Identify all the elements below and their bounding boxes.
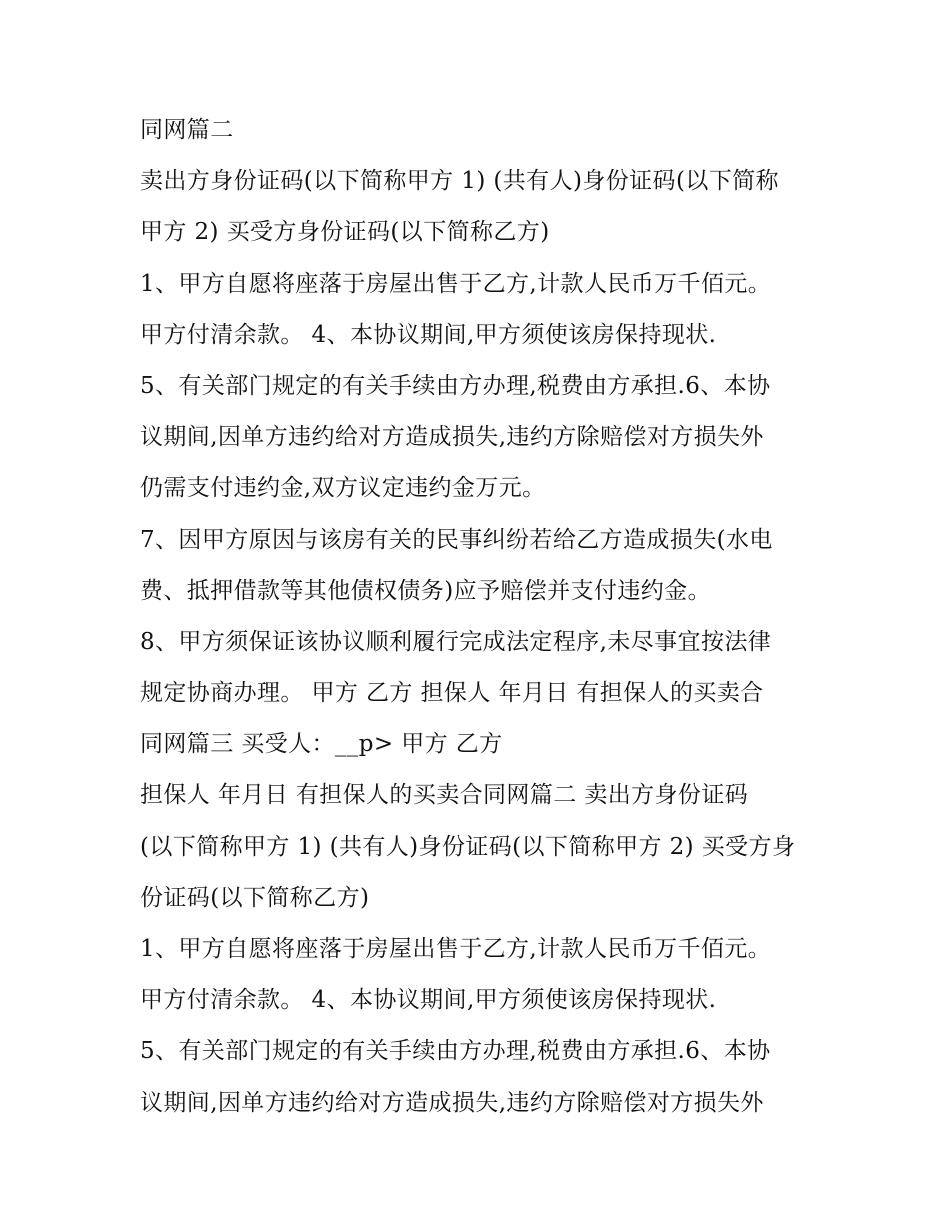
document-line: 同网篇三 买受人：__p> 甲方 乙方 <box>140 731 503 758</box>
document-line: 5、有关部门规定的有关手续由方办理,税费由方承担.6、本协 <box>140 372 771 399</box>
document-line: 费、抵押借款等其他债权债务)应予赔偿并支付违约金。 <box>140 577 711 604</box>
document-line: 甲方付清余款。 4、本协议期间,甲方须使该房保持现状. <box>140 321 717 348</box>
document-line: 议期间,因单方违约给对方造成损失,违约方除赔偿对方损失外 <box>140 424 764 451</box>
document-line: 1、甲方自愿将座落于房屋出售于乙方,计款人民币万千佰元。 <box>140 270 772 297</box>
document-line: 仍需支付违约金,双方议定违约金万元。 <box>140 475 546 502</box>
document-line: (以下简称甲方 1) (共有人)身份证码(以下简称甲方 2) 买受方身 <box>140 833 796 860</box>
document-line: 甲方 2) 买受方身份证码(以下简称乙方) <box>140 219 550 246</box>
document-line: 份证码(以下简称乙方) <box>140 884 370 911</box>
document-line: 担保人 年月日 有担保人的买卖合同网篇二 卖出方身份证码 <box>140 782 749 809</box>
document-line: 8、甲方须保证该协议顺利履行完成法定程序,未尽事宜按法律 <box>140 628 772 655</box>
document-line: 甲方付清余款。 4、本协议期间,甲方须使该房保持现状. <box>140 987 717 1014</box>
document-line: 7、因甲方原因与该房有关的民事纠纷若给乙方造成损失(水电 <box>140 526 773 553</box>
document-line: 卖出方身份证码(以下简称甲方 1) (共有人)身份证码(以下简称 <box>140 168 779 195</box>
document-line: 议期间,因单方违约给对方造成损失,违约方除赔偿对方损失外 <box>140 1089 764 1116</box>
document-line: 1、甲方自愿将座落于房屋出售于乙方,计款人民币万千佰元。 <box>140 936 772 962</box>
document-line: 规定协商办理。 甲方 乙方 担保人 年月日 有担保人的买卖合 <box>140 680 764 707</box>
document-line: 5、有关部门规定的有关手续由方办理,税费由方承担.6、本协 <box>140 1038 771 1065</box>
document-line: 同网篇二 <box>140 117 234 143</box>
document-body <box>140 105 820 1129</box>
